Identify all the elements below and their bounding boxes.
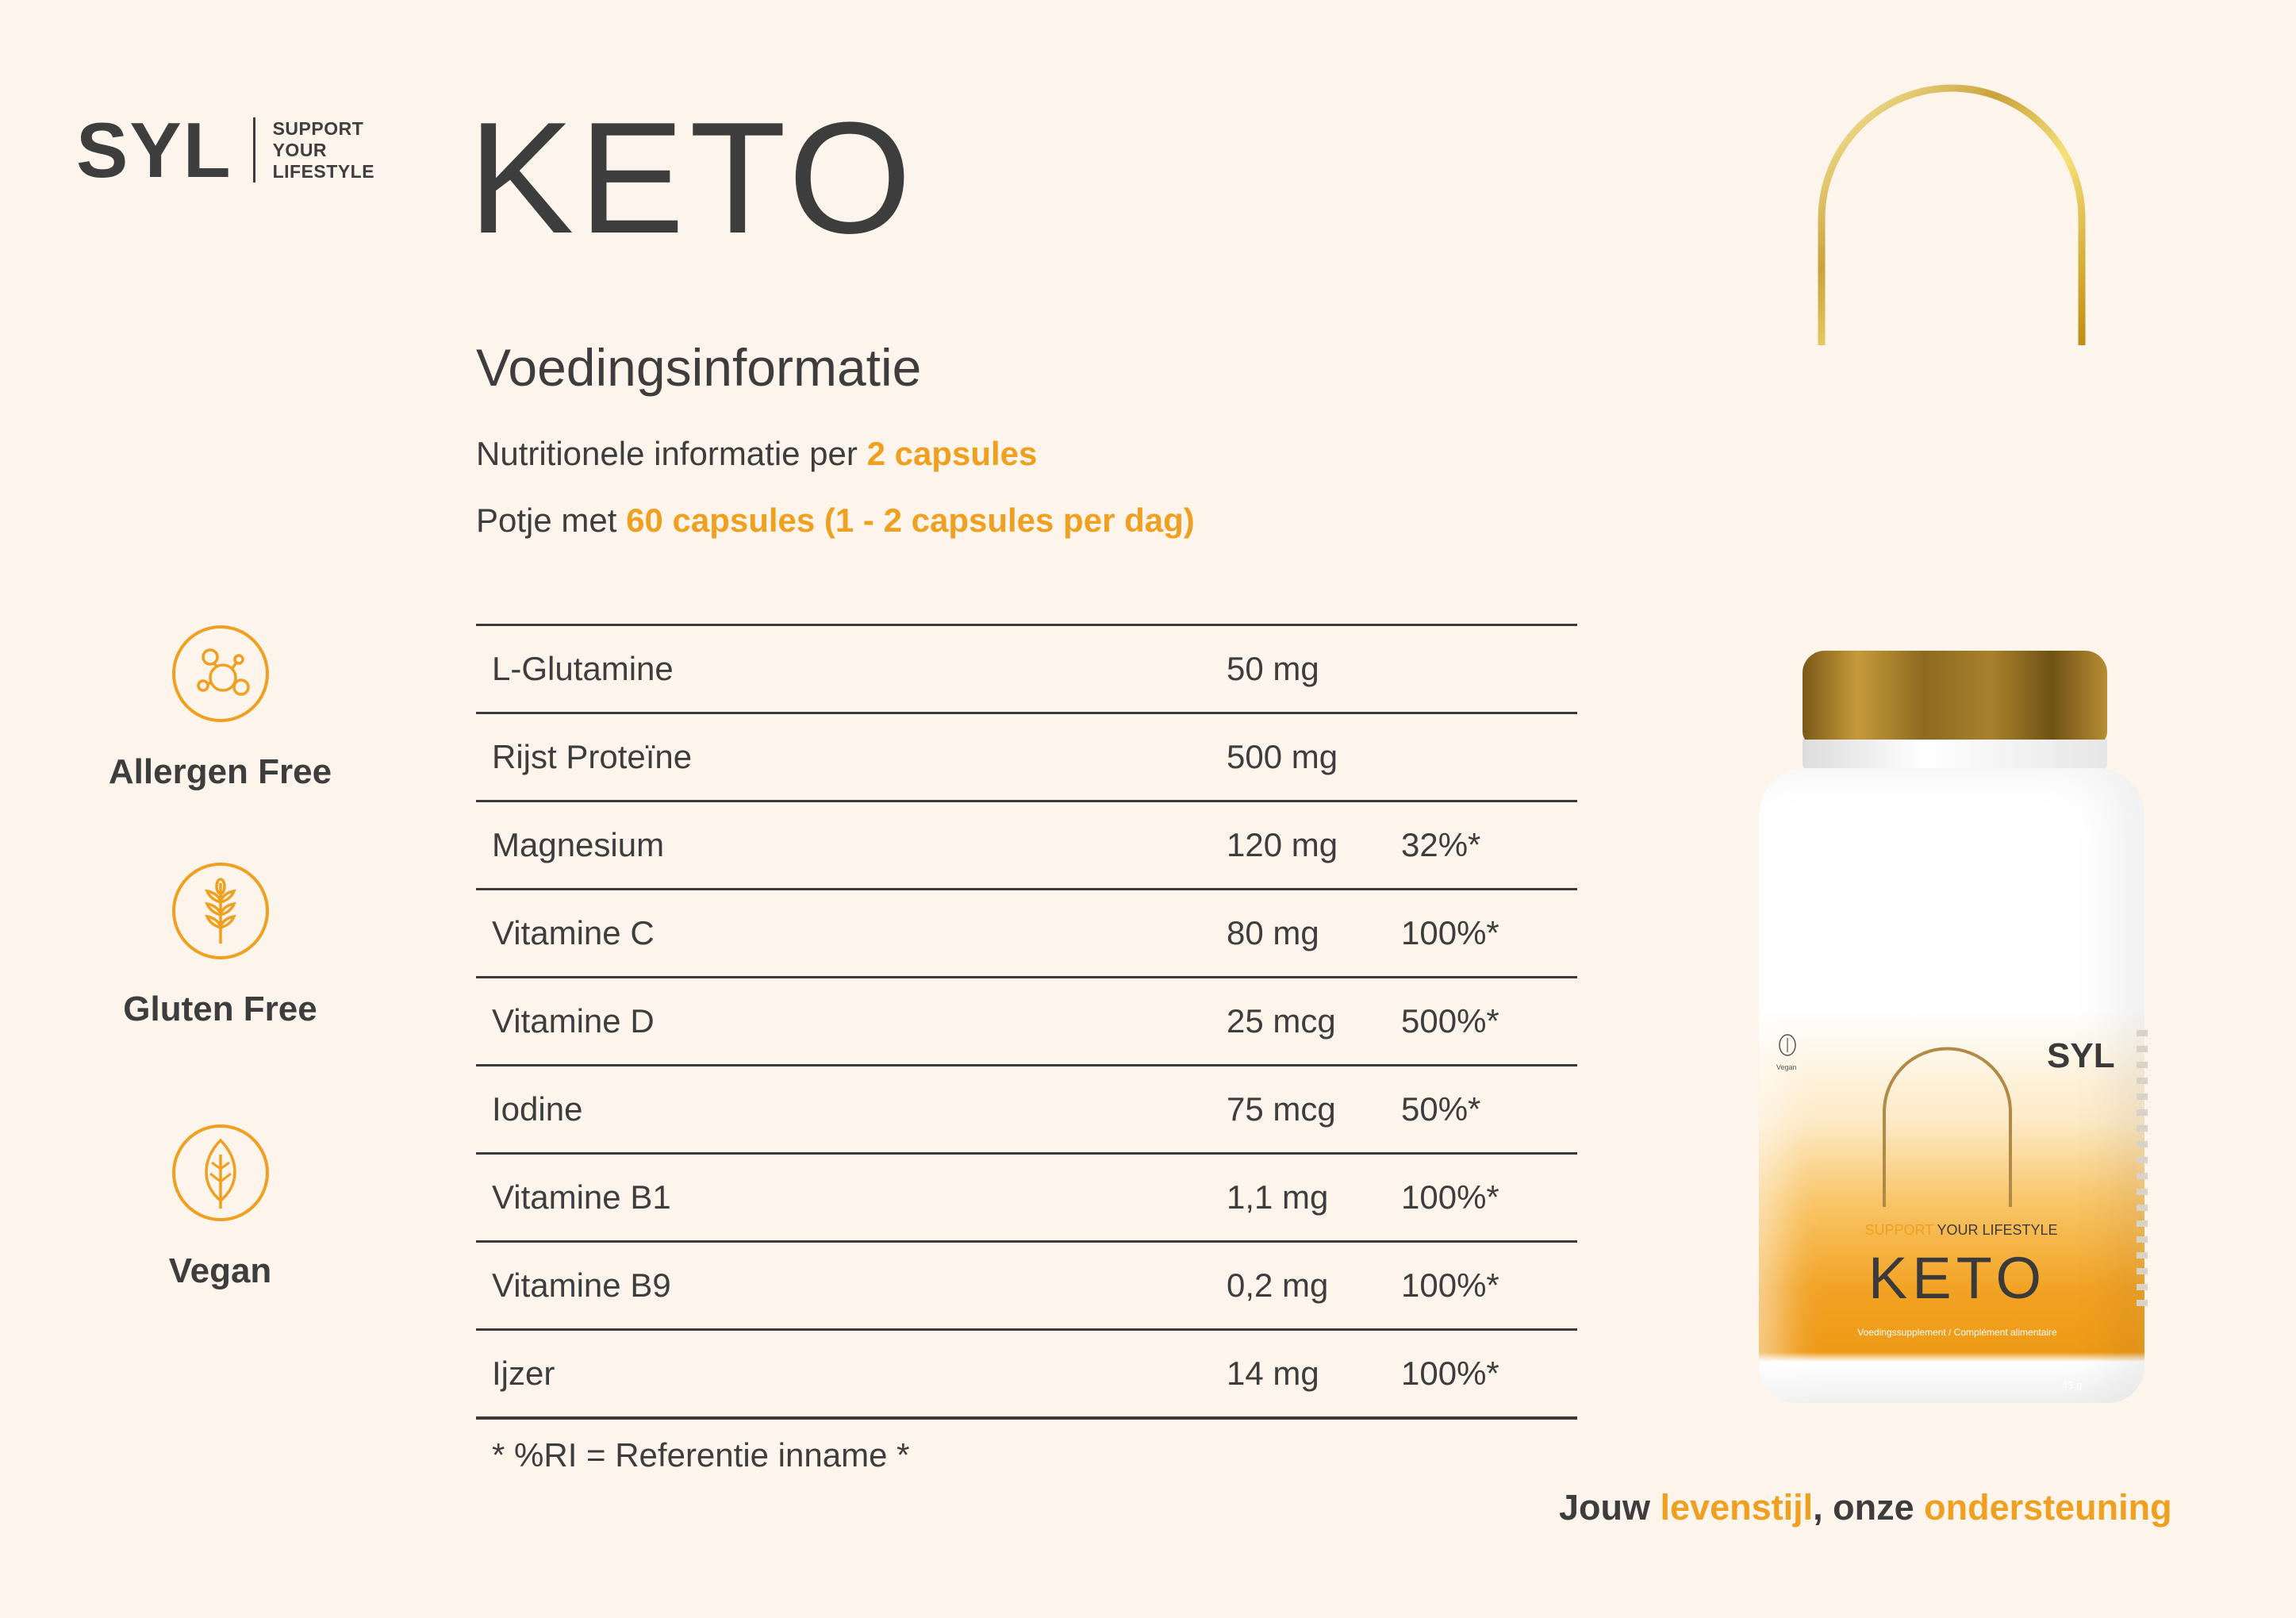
package-info <box>476 502 1195 540</box>
slogan-part: Jouw <box>1559 1487 1661 1528</box>
feature-vegan <box>71 1123 369 1291</box>
logo-tagline-line: YOUR <box>272 139 328 160</box>
footnote: * %RI = Referentie inname * <box>492 1436 910 1474</box>
brand-logo <box>76 106 375 194</box>
nutrient-name: Rijst Proteïne <box>492 738 693 775</box>
feature-gluten-free <box>71 861 369 1029</box>
slogan-accent: ondersteuning <box>1924 1487 2172 1528</box>
nutrient-ri: 100%* <box>1401 1355 1499 1392</box>
table-row <box>476 1331 1577 1420</box>
table-row <box>476 626 1577 714</box>
nutrient-amount: 0,2 mg <box>1227 1266 1329 1304</box>
serving-prefix: Nutritionele informatie per <box>476 435 867 472</box>
jar-body <box>1759 768 2144 1403</box>
table-row <box>476 1155 1577 1243</box>
logo-divider <box>253 117 255 183</box>
jar-side-text <box>2137 1020 2151 1322</box>
nutrient-amount: 50 mg <box>1227 650 1319 687</box>
nutrient-ri: 500%* <box>1401 1002 1499 1040</box>
jar-lid <box>1803 651 2107 746</box>
table-row <box>476 802 1577 890</box>
nutrient-name: L-Glutamine <box>492 650 674 687</box>
jar-product-name: KETO <box>1868 1245 2047 1311</box>
slogan-part: , onze <box>1813 1487 1925 1528</box>
serving-info <box>476 435 1037 473</box>
nutrient-amount: 75 mcg <box>1227 1090 1336 1128</box>
jar-weight: 43 g <box>2062 1379 2083 1391</box>
jar-arch-icon <box>1878 1042 2017 1209</box>
product-title: KETO <box>468 90 916 267</box>
logo-tagline-line: LIFESTYLE <box>272 160 375 182</box>
jar-brand: SYL <box>2047 1036 2115 1075</box>
serving-highlight: 2 capsules <box>866 435 1038 472</box>
nutrient-name: Vitamine B1 <box>492 1178 671 1216</box>
logo-tagline-line: SUPPORT <box>272 117 364 139</box>
feature-allergen-free <box>71 624 369 792</box>
table-row <box>476 978 1577 1066</box>
nutrient-name: Ijzer <box>492 1355 555 1392</box>
jar-tagline-rest: YOUR LIFESTYLE <box>1933 1222 2058 1238</box>
nutrient-ri: 100%* <box>1401 1266 1499 1304</box>
nutrient-name: Vitamine D <box>492 1002 655 1040</box>
jar-side-label: Vegan <box>1776 1063 1797 1071</box>
nutrient-ri: 100%* <box>1401 914 1499 951</box>
leaf-icon <box>171 1123 271 1223</box>
jar-tagline <box>1846 1222 2076 1239</box>
gold-arch-icon <box>1809 75 2094 353</box>
slogan-accent: levenstijl <box>1660 1487 1814 1528</box>
nutrient-name: Vitamine C <box>492 914 655 951</box>
logo-tagline <box>273 118 374 183</box>
nutrient-ri: 100%* <box>1401 1178 1499 1216</box>
nutrient-amount: 80 mg <box>1227 914 1319 951</box>
feature-label: Vegan <box>168 1251 272 1290</box>
nutrient-amount: 25 mcg <box>1227 1002 1336 1040</box>
feature-label: Allergen Free <box>108 752 332 791</box>
jar-subtitle: Voedingssupplement / Complément alimentaire <box>1857 1327 2057 1338</box>
product-jar-image <box>1753 651 2150 1412</box>
nutrient-name: Magnesium <box>492 826 665 863</box>
molecule-icon <box>171 624 271 724</box>
package-highlight: 60 capsules (1 - 2 capsules per dag) <box>626 502 1195 539</box>
section-title: Voedingsinformatie <box>476 338 922 397</box>
table-row <box>476 1243 1577 1331</box>
nutrient-name: Vitamine B9 <box>492 1266 671 1304</box>
nutrient-amount: 14 mg <box>1227 1355 1319 1392</box>
table-row <box>476 714 1577 802</box>
nutrition-table <box>476 624 1577 1420</box>
nutrient-amount: 120 mg <box>1227 826 1338 863</box>
nutrient-ri: 50%* <box>1401 1090 1481 1128</box>
wheat-icon <box>171 861 271 961</box>
feature-label: Gluten Free <box>123 990 317 1028</box>
slogan <box>1559 1487 2172 1528</box>
package-prefix: Potje met <box>476 502 627 539</box>
vegan-small-icon <box>1778 1033 1797 1057</box>
table-row <box>476 890 1577 978</box>
nutrient-ri: 32%* <box>1401 826 1481 863</box>
nutrient-name: Iodine <box>492 1090 583 1128</box>
jar-tagline-accent: SUPPORT <box>1864 1222 1933 1238</box>
nutrient-amount: 500 mg <box>1227 738 1338 775</box>
logo-mark: SYL <box>76 106 232 194</box>
nutrient-amount: 1,1 mg <box>1227 1178 1329 1216</box>
jar-neck <box>1803 740 2107 771</box>
table-row <box>476 1066 1577 1155</box>
